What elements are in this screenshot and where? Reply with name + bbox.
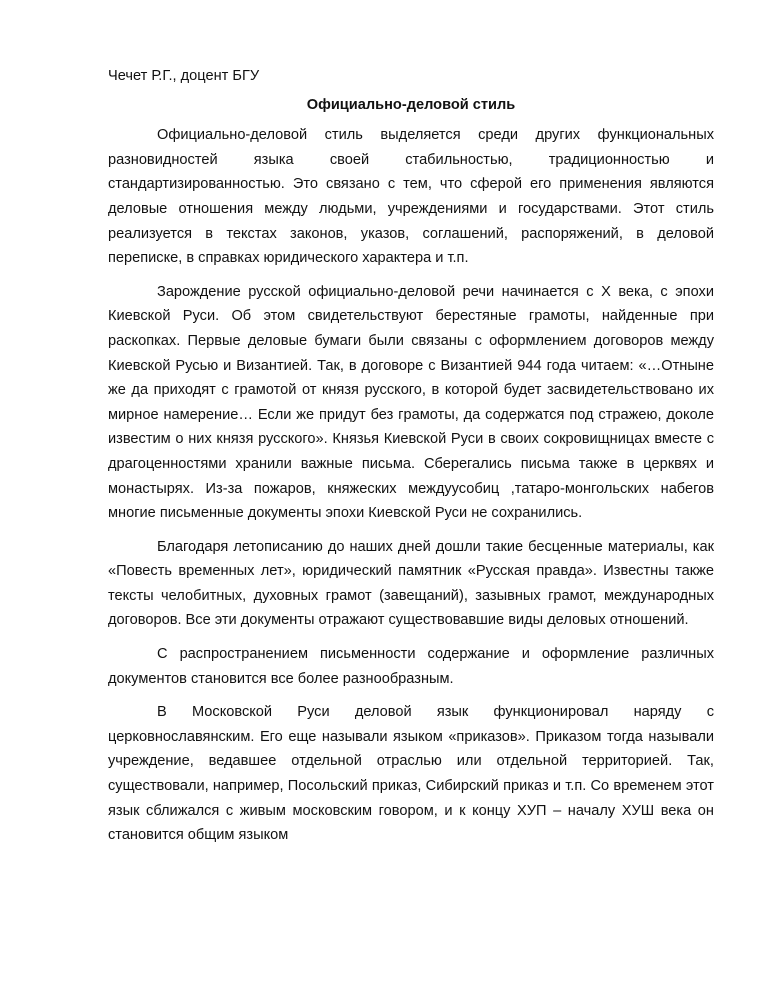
- paragraph-5: В Московской Руси деловой язык функционировал наряду с церковнославянским. Его еще называли языком «приказов». Приказом тогда называли учреждение, ведавшее отдельной отраслью или отдельной территорией. Так, существовали, например, Посольский приказ, Сибирский приказ и т.п. Со временем этот язык сближался с живым московским говором, и к концу ХУП – началу ХУШ века он становится общим языком: [108, 704, 714, 844]
- author-line: Чечет Р.Г., доцент БГУ: [108, 68, 260, 84]
- paragraph-2: Зарождение русской официально-деловой речи начинается с X века, с эпохи Киевской Руси. Об этом свидетельствуют берестяные грамоты, найденные при раскопках. Первые деловые бумаги были связаны с оформлением договоров между Киевской Русью и Византией. Так, в договоре с Византией 944 года читаем: «…Отныне же да приходят с грамотой от князя русского, в которой будет засвидетельствовано их мирное намерение… Если же придут без грамоты, да содержатся под стражею, доколе известим о них князя русского». Князья Киевской Руси в своих сокровищницах вместе с драгоценностями хранили важные письма. Сберегались письма также в церквях и монастырях. Из-за пожаров, княжеских междуусобиц ,татаро-монгольских набегов многие письменные документы эпохи Киевской Руси не сохранились.: [108, 283, 714, 522]
- paragraph-4: С распространением письменности содержание и оформление различных документов становится все более разнообразным.: [108, 646, 714, 687]
- paragraph-3: Благодаря летописанию до наших дней дошли такие бесценные материалы, как «Повесть временных лет», юридический памятник «Русская правда». Известны также тексты челобитных, духовных грамот (завещаний), зазывных грамот, международных договоров. Все эти документы отражают существовавшие виды деловых отношений.: [108, 538, 714, 629]
- document-title: Официально-деловой стиль: [306, 96, 516, 113]
- document-page: [108, 64, 714, 857]
- paragraph-1: Официально-деловой стиль выделяется среди других функциональных разновидностей языка своей стабильностью, традиционностью и стандартизированностью. Это связано с тем, что сферой его применения являются деловые отношения между людьми, учреждениями и государствами. Этот стиль реализуется в текстах законов, указов, соглашений, распоряжений, в деловой переписке, в справках юридического характера и т.п.: [108, 127, 714, 267]
